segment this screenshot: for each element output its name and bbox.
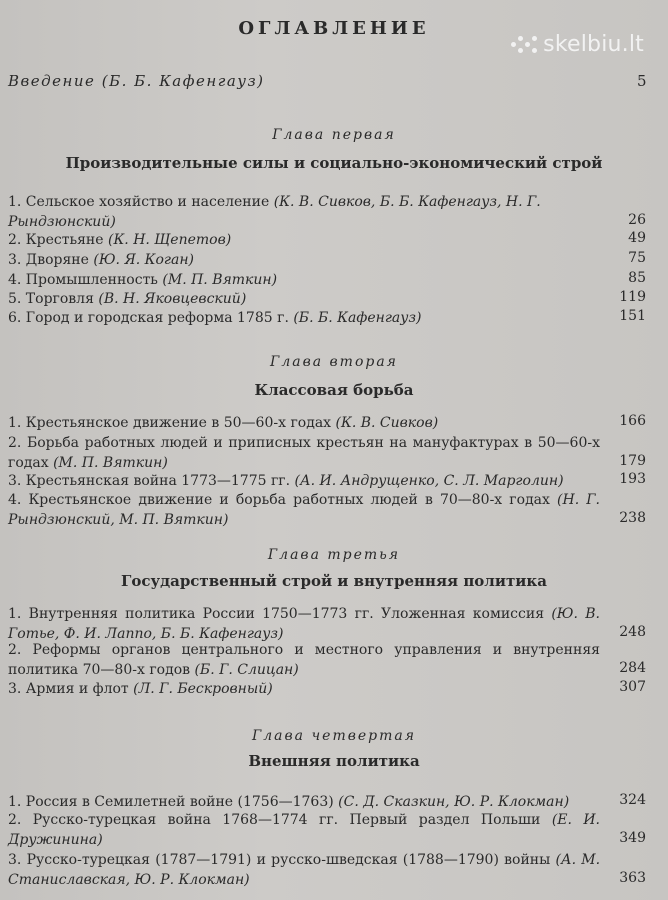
intro-entry: [8, 72, 648, 90]
entry-title: 3. Русско-турецкая (1787—1791) и русско-шведская (1788—1790) войны: [8, 852, 551, 868]
toc-entry: [8, 471, 600, 491]
entry-title: 4. Промышленность: [8, 272, 158, 288]
toc-entry: [8, 850, 600, 890]
toc-entry: [8, 792, 600, 812]
entry-title: 2. Борьба работных людей и приписных крестьян на мануфактурах в 50—60-х годах: [8, 435, 600, 471]
toc-entry: [8, 604, 600, 644]
entry-page: 179: [619, 453, 646, 469]
intro-page: 5: [636, 72, 648, 90]
entry-author: (В. Н. Яковцевский): [98, 291, 247, 307]
toc-entry: [8, 308, 600, 328]
entry-title: 1. Россия в Семилетней войне (1756—1763): [8, 794, 334, 810]
entry-title: 2. Русско-турецкая война 1768—1774 гг. Первый раздел Польши: [8, 812, 541, 828]
entry-author: (К. В. Сивков, Б. Б. Кафенгауз, Н. Г. Рындзюнский): [8, 194, 541, 230]
entry-title: 1. Крестьянское движение в 50—60-х годах: [8, 415, 332, 431]
chapter-heading: Глава четвертая: [251, 728, 417, 744]
entry-page: 284: [619, 660, 646, 676]
entry-page: 193: [619, 471, 646, 487]
entry-author: (Л. Г. Бескровный): [133, 681, 273, 697]
chapter-subtitle: Государственный строй и внутренняя политика: [121, 572, 547, 590]
entry-page: 324: [619, 792, 646, 808]
entry-author: (А. И. Андрущенко, С. Л. Марголин): [294, 473, 564, 489]
chapter-heading: Глава вторая: [270, 354, 398, 370]
entry-author: (Б. Г. Слицан): [194, 662, 299, 678]
entry-title: 3. Армия и флот: [8, 681, 129, 697]
entry-author: (А. М. Станиславская, Ю. Р. Клокман): [8, 852, 601, 888]
entry-author: (К. Н. Щепетов): [108, 232, 232, 248]
chapter-subtitle: Внешняя политика: [248, 752, 420, 770]
entry-page: 248: [619, 624, 646, 640]
toc-entry: [8, 250, 600, 270]
entry-page: 85: [628, 270, 646, 286]
toc-entry: [8, 640, 600, 680]
entry-page: 151: [619, 308, 646, 324]
toc-entry: [8, 679, 600, 699]
entry-page: 26: [628, 212, 646, 228]
entry-author: (Е. И. Дружинина): [8, 812, 601, 848]
toc-entry: [8, 413, 600, 433]
entry-title: 1. Сельское хозяйство и население: [8, 194, 270, 210]
entry-title: 2. Крестьяне: [8, 232, 104, 248]
entry-author: (Б. Б. Кафенгауз): [293, 310, 422, 326]
toc-entry: [8, 289, 600, 309]
entry-title: 2. Реформы органов центрального и местного управления и внутренняя политика 70—80-х годов: [8, 642, 600, 678]
toc-entry: [8, 230, 600, 250]
chapter-heading: Глава третья: [267, 547, 401, 563]
entry-author: (К. В. Сивков): [335, 415, 439, 431]
entry-page: 75: [628, 250, 646, 266]
entry-page: 166: [619, 413, 646, 429]
intro-label: Введение: [8, 72, 96, 90]
entry-title: 3. Дворяне: [8, 252, 89, 268]
chapter-subtitle: Производительные силы и социально-экономический строй: [65, 154, 603, 172]
entry-author: (Н. Г. Рындзюнский, М. П. Вяткин): [8, 492, 600, 528]
entry-page: 119: [619, 289, 646, 305]
entry-page: 238: [619, 510, 646, 526]
entry-title: 3. Крестьянская война 1773—1775 гг.: [8, 473, 291, 489]
toc-entry: [8, 433, 600, 473]
toc-entry: [8, 810, 600, 850]
entry-author: (С. Д. Сказкин, Ю. Р. Клокман): [338, 794, 570, 810]
chapter-subtitle: Классовая борьба: [254, 381, 414, 399]
entry-author: (Ю. Я. Коган): [93, 252, 195, 268]
intro-author: (Б. Б. Кафенгауз): [101, 72, 265, 90]
toc-entry: [8, 192, 600, 232]
watermark-text: skelbiu.lt: [543, 32, 644, 57]
entry-page: 349: [619, 830, 646, 846]
entry-page: 49: [628, 230, 646, 246]
entry-title: 5. Торговля: [8, 291, 94, 307]
toc-entry: [8, 270, 600, 290]
entry-page: 363: [619, 870, 646, 886]
entry-title: 1. Внутренняя политика России 1750—1773 гг. Уложенная комиссия: [8, 606, 545, 622]
entry-author: (М. П. Вяткин): [162, 272, 278, 288]
entry-page: 307: [619, 679, 646, 695]
entry-title: 6. Город и городская реформа 1785 г.: [8, 310, 289, 326]
entry-author: (Ю. В. Готье, Ф. И. Лаппо, Б. Б. Кафенгауз): [8, 606, 600, 642]
entry-title: 4. Крестьянское движение и борьба работных людей в 70—80-х годах: [8, 492, 550, 508]
toc-entry: [8, 490, 600, 530]
page-title: ОГЛАВЛЕНИЕ: [238, 18, 430, 39]
entry-author: (М. П. Вяткин): [53, 455, 168, 471]
chapter-heading: Глава первая: [272, 127, 396, 143]
